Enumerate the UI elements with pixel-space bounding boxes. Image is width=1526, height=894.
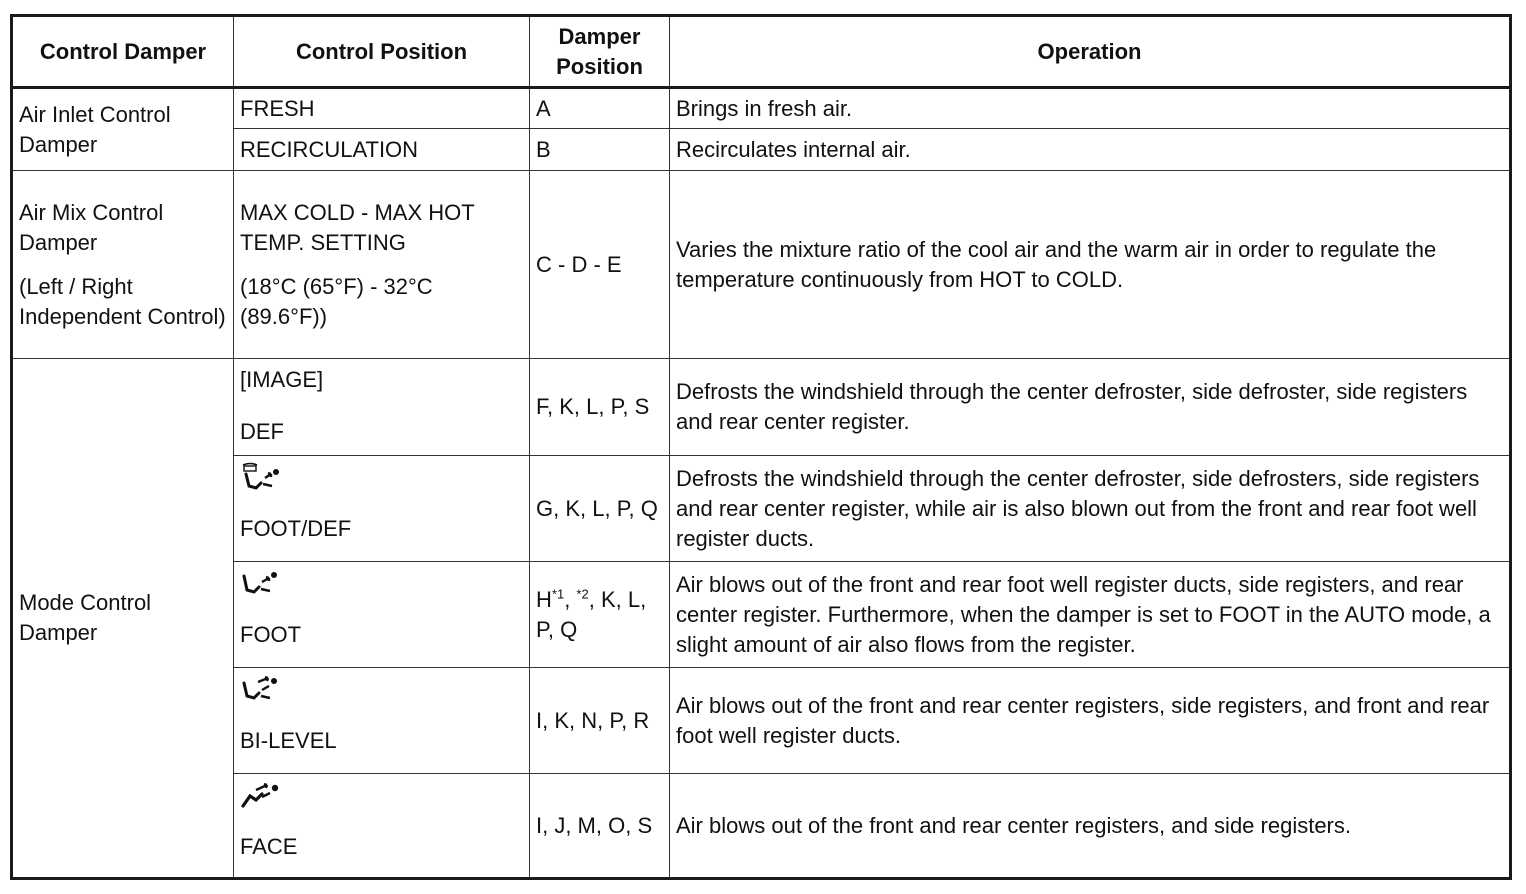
damper-line: Air Mix Control Damper [19, 199, 164, 255]
operation-cell: Brings in fresh air. [670, 88, 1511, 129]
damper-table [10, 14, 1512, 880]
operation-cell: Air blows out of the front and rear foot well register ducts, side registers, and rear center register. Furthermore, when the damper is set to FOOT in the AUTO mode, a slight amount of air also flows from the register. [670, 562, 1511, 668]
table-row [12, 171, 1511, 359]
damper-cell [12, 171, 234, 359]
damper-position-cell: I, J, M, O, S [530, 774, 670, 879]
damper-position-cell: I, K, N, P, R [530, 668, 670, 774]
position-label: FOOT/DEF [240, 516, 352, 541]
header-damper-position [530, 16, 670, 88]
header-damper-position-line1: Damper [558, 23, 641, 49]
position-label: DEF [240, 419, 284, 444]
position-cell [234, 171, 530, 359]
operation-cell: Defrosts the windshield through the center defroster, side defroster, side registers and rear center register. [670, 359, 1511, 456]
position-cell [234, 774, 530, 879]
position-cell: RECIRCULATION [234, 129, 530, 171]
header-row [12, 16, 1511, 88]
operation-cell: Air blows out of the front and rear center registers, and side registers. [670, 774, 1511, 879]
damper-position-cell: A [530, 88, 670, 129]
position-label: FOOT [240, 622, 302, 647]
damper-position-cell [530, 562, 670, 668]
header-control-position: Control Position [234, 16, 530, 88]
damper-position-cell: F, K, L, P, S [530, 359, 670, 456]
face-icon [240, 780, 280, 812]
footnote-mark: *2 [576, 586, 589, 602]
damper-pos-part: , K, L, P, Q [536, 586, 647, 642]
operation-cell: Recirculates internal air. [670, 129, 1511, 171]
table-row [12, 129, 1511, 171]
damper-position-cell: B [530, 129, 670, 171]
position-cell [234, 359, 530, 456]
operation-cell: Varies the mixture ratio of the cool air and the warm air in order to regulate the temperature continuously from HOT to COLD. [670, 171, 1511, 359]
table-row [12, 774, 1511, 879]
table-row [12, 562, 1511, 668]
footnote-mark: *1 [551, 586, 565, 602]
foot-icon [240, 568, 280, 600]
position-line: (18°C (65°F) - 32°C (89.6°F)) [240, 273, 433, 329]
position-cell [234, 562, 530, 668]
position-cell [234, 668, 530, 774]
position-label: FACE [240, 834, 298, 859]
position-cell: FRESH [234, 88, 530, 129]
def-image-placeholder: [IMAGE] [240, 367, 324, 392]
table-row [12, 359, 1511, 456]
foot-def-icon [240, 462, 280, 494]
position-label: BI-LEVEL [240, 728, 337, 753]
position-line: MAX COLD - MAX HOT TEMP. SETTING [240, 199, 475, 255]
damper-position-cell: G, K, L, P, Q [530, 456, 670, 562]
damper-pos-part: H [536, 586, 552, 612]
bi-level-icon [240, 674, 280, 706]
damper-pos-part: , [564, 586, 577, 612]
damper-cell: Air Inlet Control Damper [12, 88, 234, 171]
table-row [12, 88, 1511, 129]
damper-position-cell: C - D - E [530, 171, 670, 359]
operation-cell: Defrosts the windshield through the center defroster, side defrosters, side registers and rear center register, while air is also blown out from the front and rear foot well register ducts. [670, 456, 1511, 562]
damper-line: (Left / Right Independent Control) [19, 273, 226, 329]
table-row [12, 668, 1511, 774]
table-row [12, 456, 1511, 562]
header-damper-position-line2: Position [556, 53, 643, 79]
operation-cell: Air blows out of the front and rear center registers, side registers, and front and rear foot well register ducts. [670, 668, 1511, 774]
header-operation: Operation [670, 16, 1511, 88]
damper-cell: Mode Control Damper [12, 359, 234, 879]
position-cell [234, 456, 530, 562]
header-control-damper: Control Damper [12, 16, 234, 88]
